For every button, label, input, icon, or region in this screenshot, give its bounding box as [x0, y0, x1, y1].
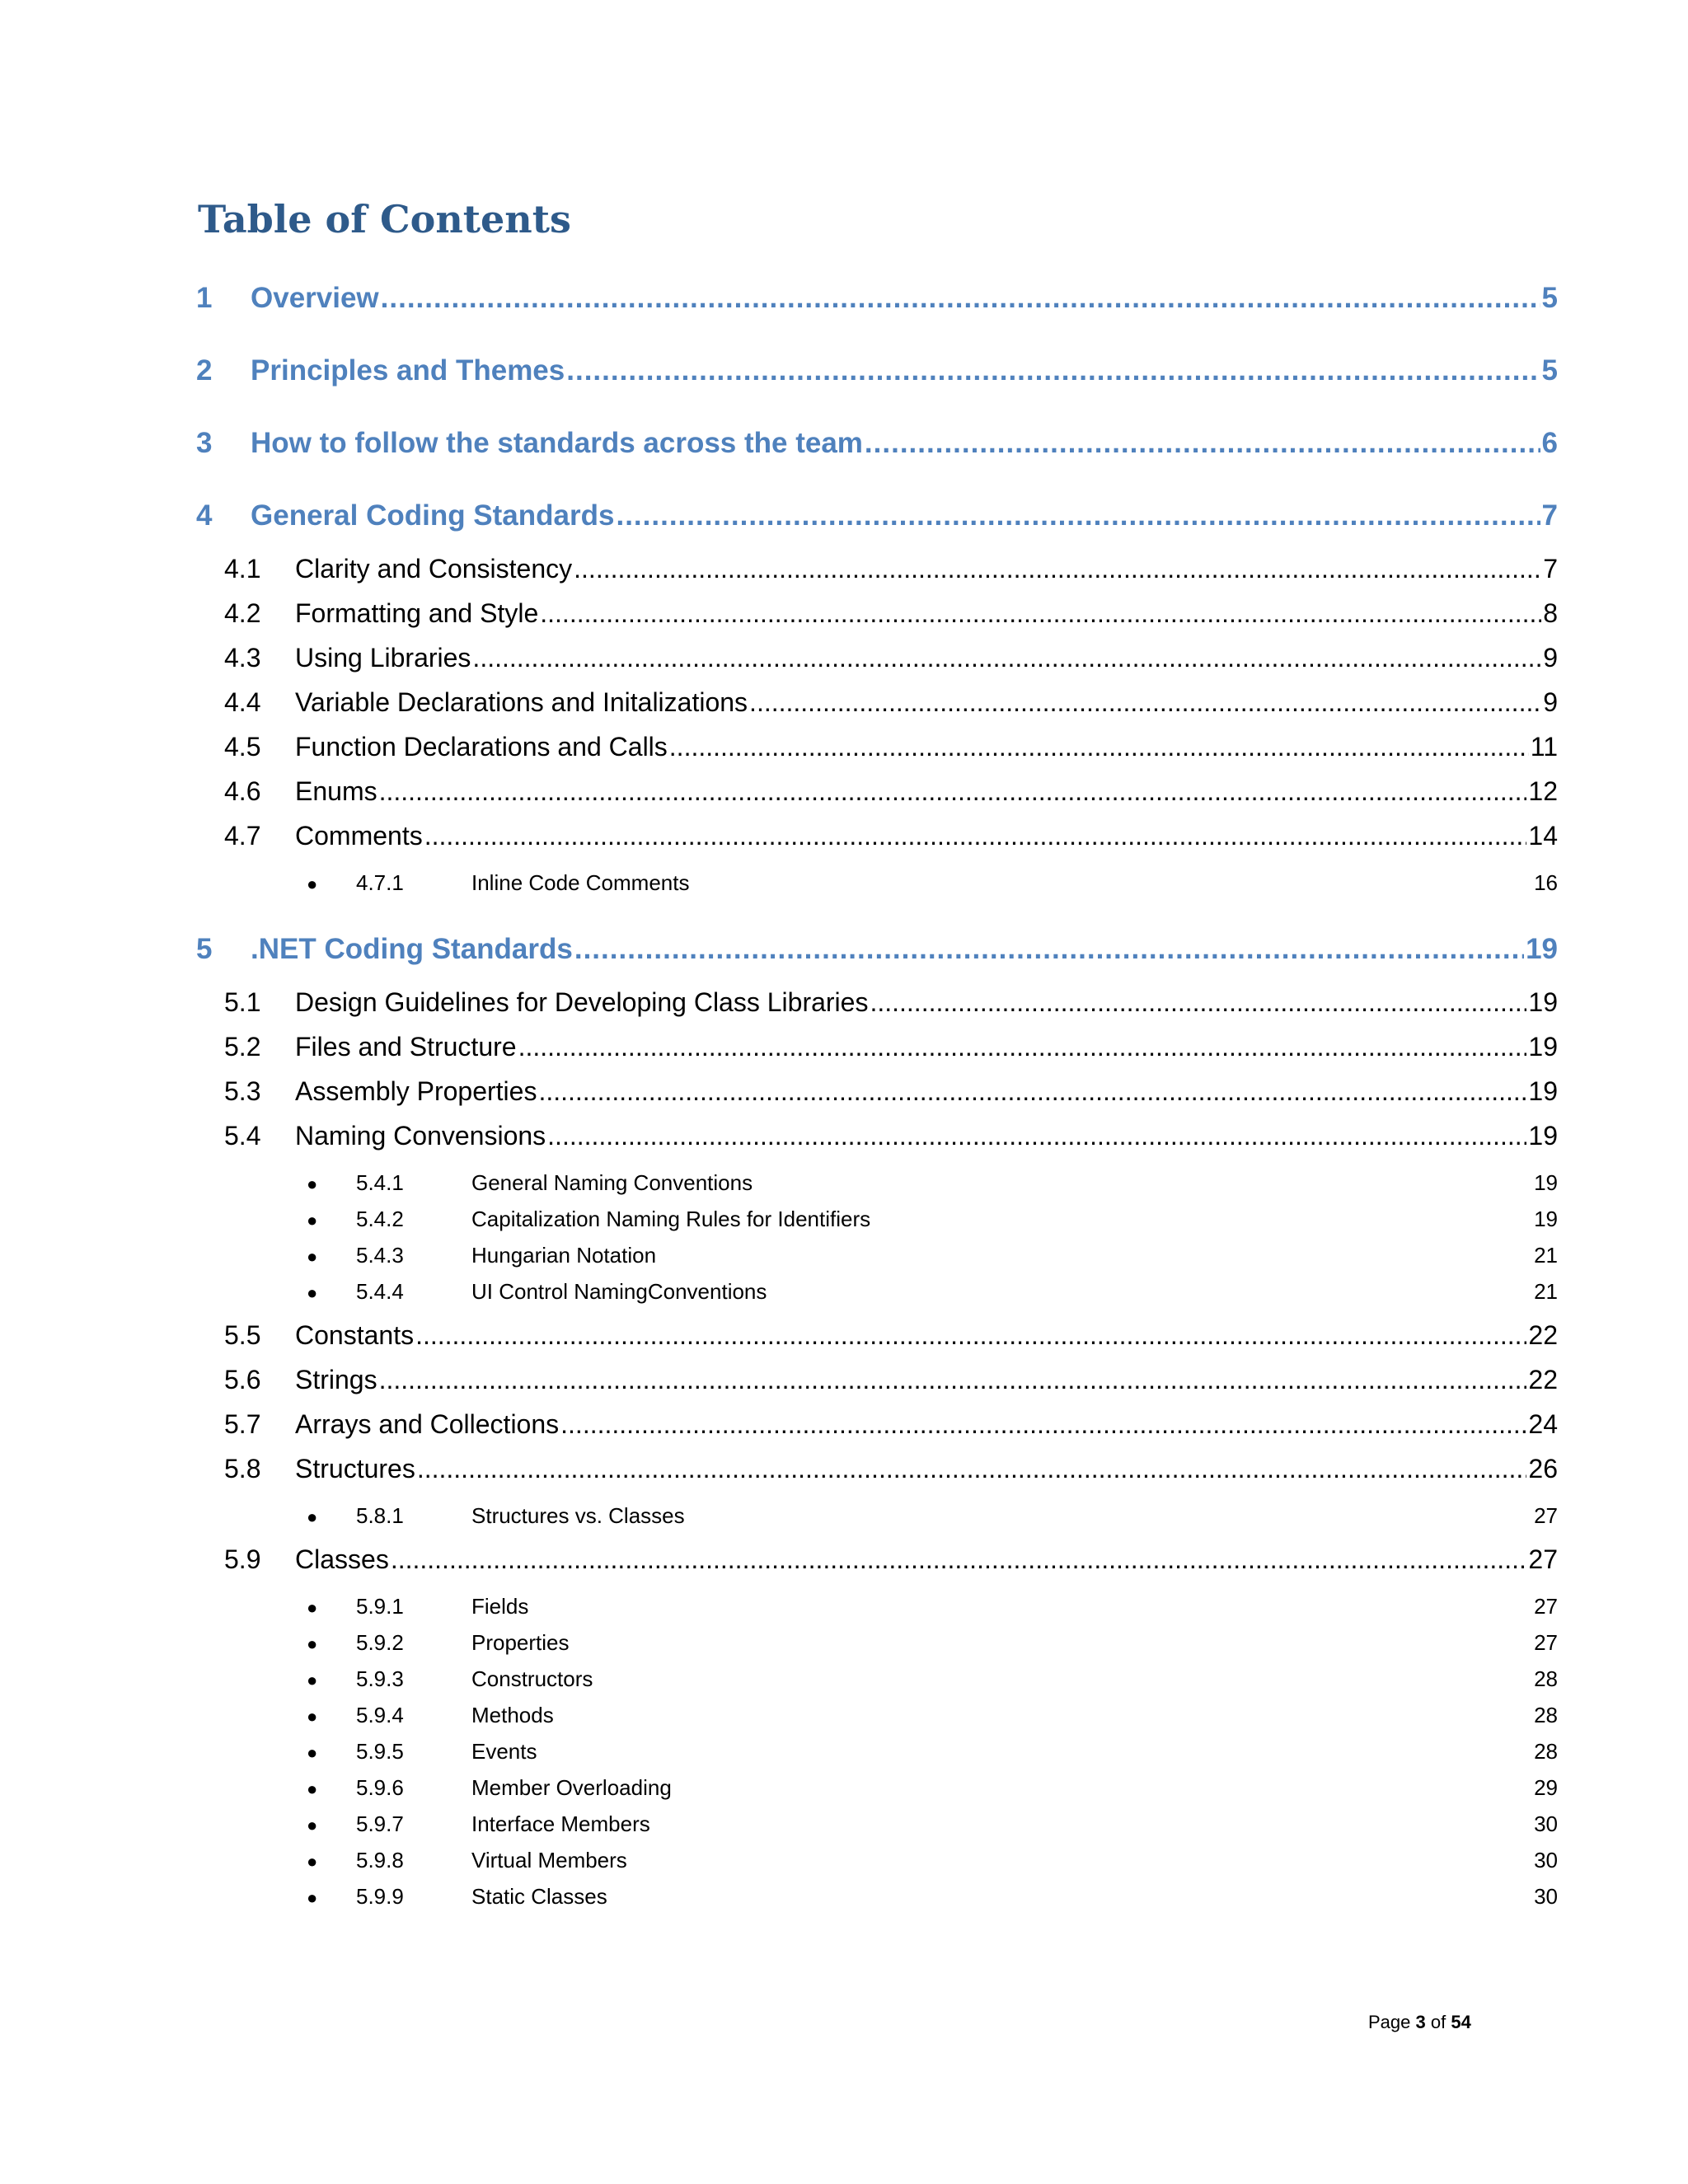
toc-entry-5-2[interactable]	[224, 1030, 1558, 1063]
toc-dot-leader	[472, 641, 1541, 674]
toc-entry-4-1[interactable]	[224, 552, 1558, 585]
bullet-icon: ●	[307, 1815, 318, 1835]
toc-dot-leader	[566, 353, 1540, 389]
toc-entry-4-7[interactable]	[224, 819, 1558, 852]
toc-entry-5-9-3[interactable]	[307, 1665, 1558, 1694]
toc-entry-4-5[interactable]	[224, 730, 1558, 763]
toc-dot-leader	[547, 1119, 1526, 1152]
toc-entry-title: Member Overloading	[471, 1775, 672, 1800]
toc-entry-title: Principles and Themes	[251, 354, 565, 387]
toc-dot-leader	[424, 819, 1527, 852]
footer-total-pages: 54	[1451, 2012, 1471, 2032]
toc-entry-5-9-4[interactable]	[307, 1701, 1558, 1731]
toc-entry-page: 5	[1541, 282, 1558, 314]
toc-entry-5-9-9[interactable]	[307, 1882, 1558, 1912]
toc-entry-number: 5.7	[224, 1409, 261, 1439]
toc-entry-title: Methods	[471, 1703, 554, 1727]
toc-entry-5-6[interactable]	[224, 1363, 1558, 1396]
toc-entry-number: 5.4	[224, 1121, 261, 1151]
toc-entry-4-4[interactable]	[224, 686, 1558, 719]
toc-heading: Table of Contents	[198, 197, 571, 241]
toc-entry-title: Overview	[251, 282, 379, 314]
toc-entry-title: Design Guidelines for Developing Class Libraries	[295, 987, 869, 1017]
toc-entry-number: 4	[196, 499, 213, 532]
toc-entry-title: .NET Coding Standards	[251, 933, 573, 965]
toc-entry-page: 27	[1534, 1630, 1558, 1655]
bullet-icon: ●	[307, 1706, 318, 1727]
toc-dot-leader	[574, 552, 1541, 585]
toc-entry-title: Clarity and Consistency	[295, 554, 573, 583]
toc-entry-title: Function Declarations and Calls	[295, 732, 668, 762]
toc-entry-title: Assembly Properties	[295, 1076, 537, 1106]
toc-entry-number: 4.3	[224, 643, 261, 673]
toc-entry-page: 19	[1534, 1170, 1558, 1195]
toc-entry-number: 5.9.8	[356, 1848, 404, 1872]
toc-entry-5-1[interactable]	[224, 986, 1558, 1019]
bullet-icon: ●	[307, 1779, 318, 1799]
bullet-icon: ●	[307, 1246, 318, 1267]
toc-entry-number: 5.4.4	[356, 1279, 404, 1304]
toc-entry-number: 5.2	[224, 1032, 261, 1062]
toc-entry-number: 4.1	[224, 554, 261, 583]
toc-entry-title: Using Libraries	[295, 643, 471, 673]
toc-entry-title: Virtual Members	[471, 1848, 627, 1872]
toc-entry-title: UI Control NamingConventions	[471, 1279, 767, 1304]
toc-entry-4-3[interactable]	[224, 641, 1558, 674]
toc-entry-page: 19	[1526, 933, 1558, 965]
toc-entry-title: Comments	[295, 821, 423, 851]
toc-entry-page: 24	[1528, 1409, 1558, 1439]
toc-dot-leader	[616, 498, 1540, 534]
toc-entry-4-2[interactable]	[224, 597, 1558, 630]
toc-entry-5-9-1[interactable]	[307, 1592, 1558, 1622]
toc-entry-page: 7	[1543, 554, 1558, 583]
toc-entry-page: 12	[1528, 776, 1558, 806]
toc-entry-number: 5	[196, 933, 213, 965]
toc-entry-page: 28	[1534, 1703, 1558, 1727]
toc-entry-5-4-3[interactable]	[307, 1241, 1558, 1271]
bullet-icon: ●	[307, 1633, 318, 1654]
toc-entry-page: 19	[1528, 987, 1558, 1017]
toc-entry-page: 9	[1543, 687, 1558, 717]
bullet-icon: ●	[307, 1210, 318, 1230]
toc-dot-leader	[381, 280, 1540, 316]
bullet-icon: ●	[307, 1282, 318, 1303]
toc-entry-number: 5.4.3	[356, 1243, 404, 1268]
toc-entry-5-5[interactable]	[224, 1319, 1558, 1352]
toc-entry-page: 14	[1528, 821, 1558, 851]
toc-dot-leader	[379, 775, 1527, 808]
toc-entry-page: 5	[1541, 354, 1558, 387]
toc-entry-number: 5.9.3	[356, 1666, 404, 1691]
toc-entry-title: General Naming Conventions	[471, 1170, 753, 1195]
toc-entry-page: 19	[1534, 1207, 1558, 1231]
toc-entry-number: 5.3	[224, 1076, 261, 1106]
toc-entry-3[interactable]	[196, 425, 1558, 462]
toc-entry-title: Static Classes	[471, 1884, 607, 1909]
toc-entry-number: 2	[196, 354, 213, 387]
toc-entry-title: Properties	[471, 1630, 570, 1655]
toc-entry-number: 4.5	[224, 732, 261, 762]
toc-entry-number: 5.8	[224, 1454, 261, 1483]
toc-entry-title: Constants	[295, 1320, 415, 1350]
toc-entry-page: 27	[1528, 1544, 1558, 1574]
bullet-icon: ●	[307, 874, 318, 894]
toc-entry-title: Enums	[295, 776, 377, 806]
toc-entry-title: Classes	[295, 1544, 389, 1574]
toc-entry-number: 5.9.7	[356, 1811, 404, 1836]
bullet-icon: ●	[307, 1887, 318, 1908]
toc-entry-title: Capitalization Naming Rules for Identifiers	[471, 1207, 871, 1231]
toc-entry-page: 30	[1534, 1884, 1558, 1909]
toc-dot-leader	[379, 1363, 1527, 1396]
toc-entry-number: 4.2	[224, 598, 261, 628]
toc-entry-title: Inline Code Comments	[471, 870, 690, 895]
toc-entry-1[interactable]	[196, 280, 1558, 316]
toc-entry-title: Hungarian Notation	[471, 1243, 657, 1268]
toc-entry-page: 30	[1534, 1811, 1558, 1836]
bullet-icon: ●	[307, 1507, 318, 1527]
toc-entry-title: Formatting and Style	[295, 598, 539, 628]
toc-entry-number: 1	[196, 282, 213, 314]
toc-entry-5-9-8[interactable]	[307, 1846, 1558, 1876]
toc-entry-5-9-6[interactable]	[307, 1774, 1558, 1803]
bullet-icon: ●	[307, 1174, 318, 1194]
toc-entry-page: 28	[1534, 1739, 1558, 1764]
toc-entry-title: Arrays and Collections	[295, 1409, 560, 1439]
toc-entry-title: Events	[471, 1739, 537, 1764]
toc-dot-leader	[391, 1543, 1527, 1576]
toc-entry-page: 8	[1543, 598, 1558, 628]
toc-entry-page: 27	[1534, 1594, 1558, 1619]
toc-entry-title: Constructors	[471, 1666, 593, 1691]
toc-entry-number: 4.4	[224, 687, 261, 717]
footer-of-text: of	[1430, 2012, 1447, 2032]
toc-entry-4-6[interactable]	[224, 775, 1558, 808]
toc-entry-page: 19	[1528, 1032, 1558, 1062]
toc-entry-number: 5.9.5	[356, 1739, 404, 1764]
toc-entry-page: 26	[1528, 1454, 1558, 1483]
toc-entry-5-9-5[interactable]	[307, 1737, 1558, 1767]
bullet-icon: ●	[307, 1597, 318, 1618]
toc-entry-number: 5.1	[224, 987, 261, 1017]
toc-entry-number: 5.4.1	[356, 1170, 404, 1195]
toc-entry-page: 22	[1528, 1320, 1558, 1350]
bullet-icon: ●	[307, 1670, 318, 1690]
toc-entry-title: Structures vs. Classes	[471, 1503, 685, 1528]
toc-entry-number: 5.9.1	[356, 1594, 404, 1619]
toc-entry-number: 5.5	[224, 1320, 261, 1350]
toc-dot-leader	[870, 986, 1526, 1019]
toc-entry-title: Interface Members	[471, 1811, 650, 1836]
footer-page-prefix: Page	[1368, 2012, 1411, 2032]
toc-entry-number: 5.9	[224, 1544, 261, 1574]
toc-entry-number: 5.9.4	[356, 1703, 404, 1727]
toc-entry-title: General Coding Standards	[251, 499, 615, 532]
toc-entry-4-7-1[interactable]	[307, 869, 1558, 898]
toc-entry-5-9[interactable]	[224, 1543, 1558, 1576]
toc-entry-number: 5.9.2	[356, 1630, 404, 1655]
toc-entry-number: 5.6	[224, 1365, 261, 1394]
toc-entry-title: Variable Declarations and Initalizations	[295, 687, 748, 717]
toc-dot-leader	[669, 730, 1529, 763]
toc-entry-5-8[interactable]	[224, 1452, 1558, 1485]
toc-entry-title: Structures	[295, 1454, 415, 1483]
toc-entry-5-4-2[interactable]	[307, 1205, 1558, 1235]
toc-entry-5-8-1[interactable]	[307, 1502, 1558, 1531]
toc-entry-number: 5.9.9	[356, 1884, 404, 1909]
toc-entry-5-9-7[interactable]	[307, 1810, 1558, 1840]
footer-current-page: 3	[1415, 2012, 1426, 2032]
toc-entry-page: 7	[1541, 499, 1558, 532]
toc-dot-leader	[749, 686, 1541, 719]
toc-entry-4[interactable]	[196, 498, 1558, 534]
page-footer	[1368, 2011, 1471, 2034]
toc-entry-number: 5.8.1	[356, 1503, 404, 1528]
toc-entry-number: 4.6	[224, 776, 261, 806]
toc-entry-title: Naming Convensions	[295, 1121, 546, 1151]
toc-entry-number: 4.7.1	[356, 870, 404, 895]
toc-dot-leader	[518, 1030, 1527, 1063]
toc-dot-leader	[538, 1075, 1526, 1108]
toc-entry-page: 21	[1534, 1243, 1558, 1268]
toc-entry-5-4-1[interactable]	[307, 1169, 1558, 1198]
toc-entry-5-4-4[interactable]	[307, 1277, 1558, 1307]
toc-entry-5[interactable]	[196, 931, 1558, 968]
toc-entry-title: Files and Structure	[295, 1032, 517, 1062]
toc-entry-5-3[interactable]	[224, 1075, 1558, 1108]
toc-entry-page: 19	[1528, 1121, 1558, 1151]
toc-entry-5-9-2[interactable]	[307, 1629, 1558, 1658]
toc-entry-5-7[interactable]	[224, 1408, 1558, 1441]
toc-dot-leader	[560, 1408, 1526, 1441]
toc-dot-leader	[415, 1319, 1526, 1352]
toc-entry-number: 5.9.6	[356, 1775, 404, 1800]
toc-entry-page: 21	[1534, 1279, 1558, 1304]
toc-dot-leader	[417, 1452, 1527, 1485]
toc-dot-leader	[574, 931, 1524, 968]
toc-entry-number: 4.7	[224, 821, 261, 851]
toc-entry-page: 30	[1534, 1848, 1558, 1872]
toc-entry-title: Strings	[295, 1365, 377, 1394]
bullet-icon: ●	[307, 1742, 318, 1763]
toc-entry-2[interactable]	[196, 353, 1558, 389]
toc-entry-page: 27	[1534, 1503, 1558, 1528]
bullet-icon: ●	[307, 1851, 318, 1872]
toc-entry-5-4[interactable]	[224, 1119, 1558, 1152]
toc-dot-leader	[540, 597, 1541, 630]
toc-entry-title: How to follow the standards across the team	[251, 427, 863, 459]
toc-entry-number: 5.4.2	[356, 1207, 404, 1231]
toc-dot-leader	[865, 425, 1540, 462]
toc-entry-page: 11	[1530, 732, 1558, 762]
toc-entry-page: 16	[1534, 870, 1558, 895]
toc-entry-page: 28	[1534, 1666, 1558, 1691]
toc-entry-page: 9	[1543, 643, 1558, 673]
toc-entry-title: Fields	[471, 1594, 529, 1619]
toc-entry-page: 29	[1534, 1775, 1558, 1800]
toc-entry-page: 6	[1541, 427, 1558, 459]
toc-entry-number: 3	[196, 427, 213, 459]
toc-entry-page: 19	[1528, 1076, 1558, 1106]
toc-entry-page: 22	[1528, 1365, 1558, 1394]
